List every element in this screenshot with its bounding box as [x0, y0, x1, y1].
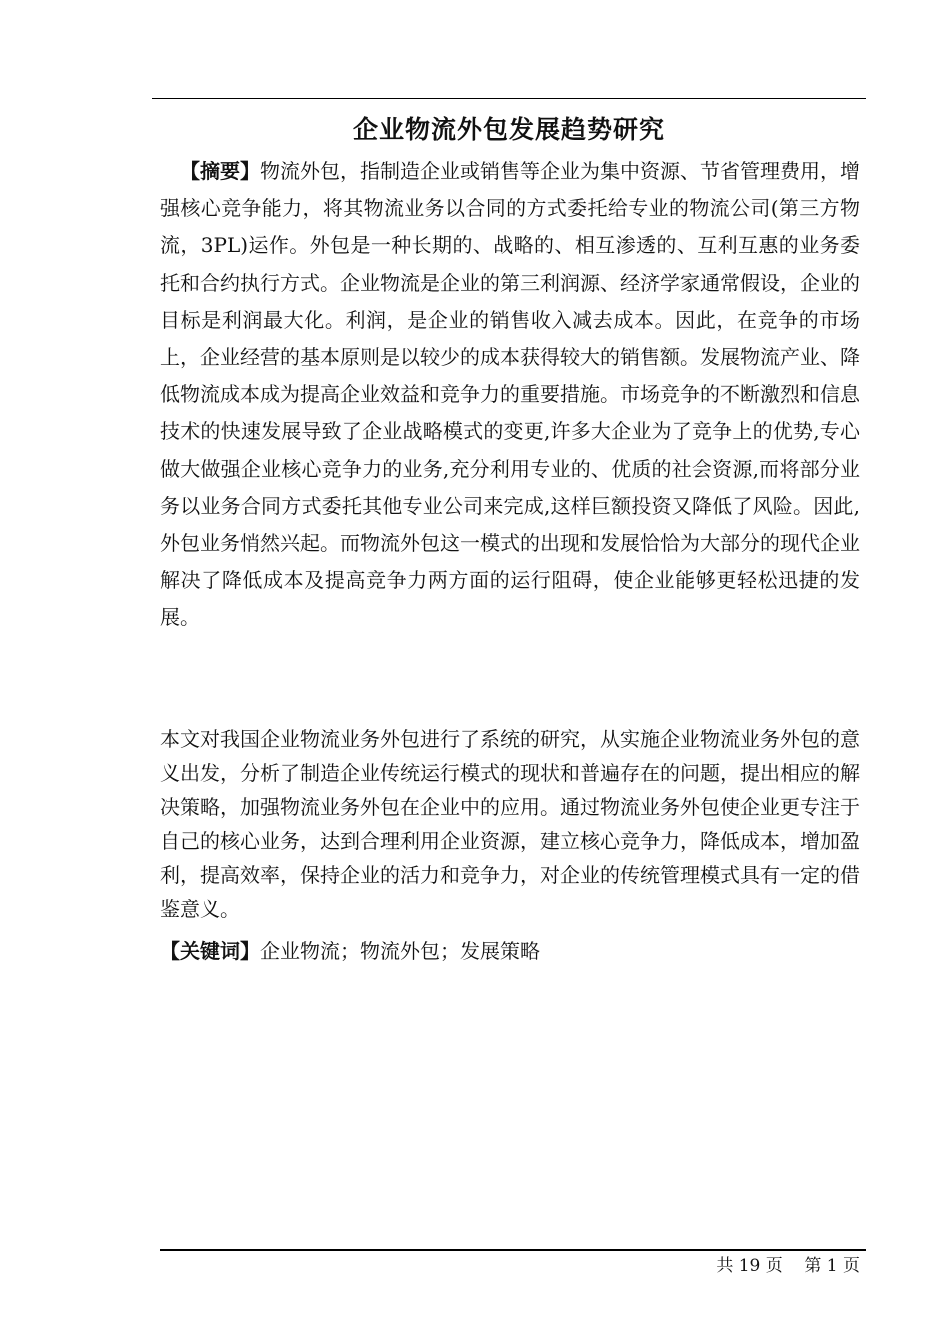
abstract-text: 物流外包，指制造企业或销售等企业为集中资源、节省管理费用，增强核心竞争能力，将其物流业务以合同的方式委托给专业的物流公司(第三方物流，3PL)运作。外包是一种长期的、战略的、相互渗透的、互利互惠的业务委托和合约执行方式。企业物流是企业的第三利润源、经济学家通常假设，企业的目标是利润最大化。利润，是企业的销售收入减去成本。因此，在竞争的市场上，企业经营的基本原则是以较少的成本获得较大的销售额。发展物流产业、降低物流成本成为提高企业效益和竞争力的重要措施。市场竞争的不断激烈和信息技术的快速发展导致了企业战略模式的变更,许多大企业为了竞争上的优势,专心做大做强企业核心竞争力的业务,充分利用专业的、优质的社会资源,而将部分业务以业务合同方式委托其他专业公司来完成,这样巨额投资又降低了风险。因此,外包业务悄然兴起。而物流外包这一模式的出现和发展恰恰为大部分的现代企业解决了降低成本及提高竞争力两方面的运行阻碍，使企业能够更轻松迅捷的发展。 — [160, 159, 860, 630]
keywords-label: 【关键词】 — [160, 939, 260, 963]
header-rule — [152, 98, 866, 99]
body-paragraph: 本文对我国企业物流业务外包进行了系统的研究，从实施企业物流业务外包的意义出发，分析了制造企业传统运行模式的现状和普遍存在的问题，提出相应的解决策略，加强物流业务外包在企业中的应用。通过物流业务外包使企业更专注于自己的核心业务，达到合理利用企业资源，建立核心竞争力，降低成本，增加盈利，提高效率，保持企业的活力和竞争力，对企业的传统管理模式具有一定的借鉴意义。 — [160, 727, 860, 921]
document-title: 企业物流外包发展趋势研究 — [352, 115, 665, 144]
abstract-label: 【摘要】 — [180, 159, 260, 183]
keywords-line — [160, 933, 860, 969]
page-number-footer: 共 19 页 第 1 页 — [716, 1256, 860, 1276]
abstract-paragraph — [160, 153, 860, 637]
keywords-text: 企业物流；物流外包；发展策略 — [260, 939, 540, 963]
footer-rule — [160, 1249, 866, 1251]
